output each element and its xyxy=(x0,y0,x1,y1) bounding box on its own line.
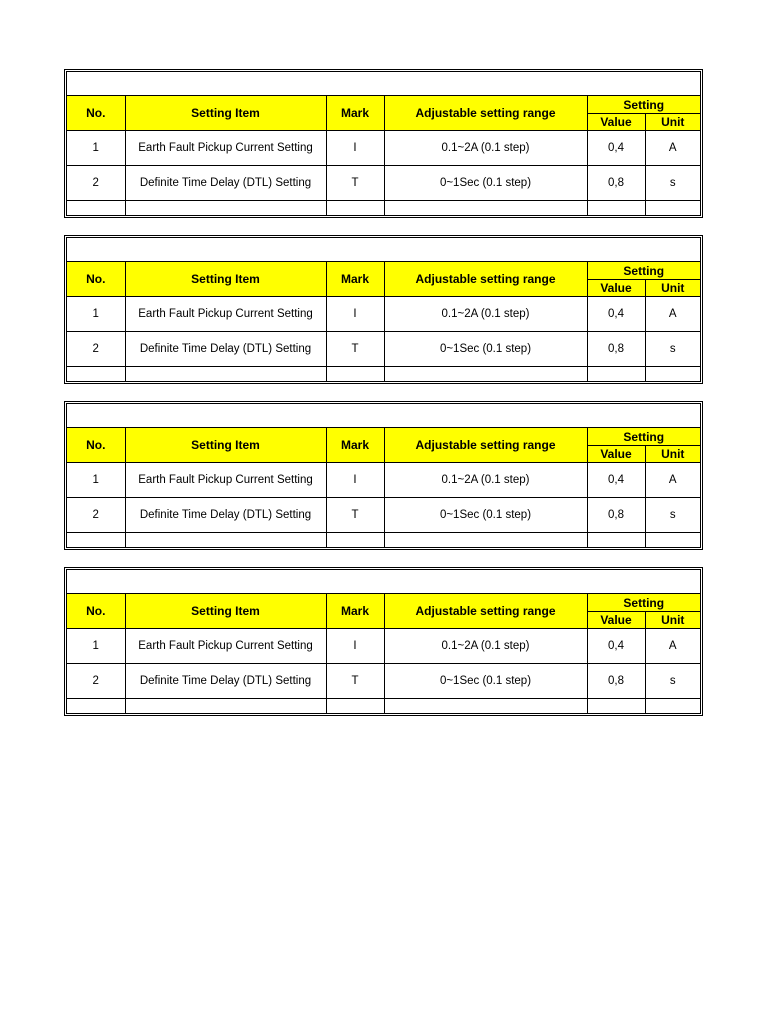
empty-cell xyxy=(125,201,326,216)
header-unit: Unit xyxy=(645,114,700,131)
empty-cell xyxy=(125,699,326,714)
cell-value: 0,4 xyxy=(587,463,645,498)
table-title xyxy=(67,72,700,96)
empty-cell xyxy=(125,533,326,548)
cell-no: 1 xyxy=(67,131,125,166)
table-title-row xyxy=(67,404,700,428)
cell-mark: T xyxy=(326,332,384,367)
cell-unit: A xyxy=(645,463,700,498)
cell-mark: I xyxy=(326,629,384,664)
table-title xyxy=(67,404,700,428)
empty-cell xyxy=(645,201,700,216)
header-row xyxy=(67,96,700,114)
cell-mark: T xyxy=(326,166,384,201)
table-title-row xyxy=(67,570,700,594)
header-row xyxy=(67,262,700,280)
setting-table-1 xyxy=(64,69,703,218)
empty-cell xyxy=(125,367,326,382)
setting-table-2 xyxy=(64,235,703,384)
cell-mark: I xyxy=(326,131,384,166)
table-title xyxy=(67,238,700,262)
cell-value: 0,8 xyxy=(587,332,645,367)
empty-cell xyxy=(384,533,587,548)
empty-cell xyxy=(645,533,700,548)
header-range: Adjustable setting range xyxy=(384,262,587,297)
header-value: Value xyxy=(587,280,645,297)
settings-tables xyxy=(64,69,703,733)
table-title xyxy=(67,570,700,594)
header-value: Value xyxy=(587,612,645,629)
header-unit: Unit xyxy=(645,280,700,297)
header-range: Adjustable setting range xyxy=(384,594,587,629)
cell-no: 1 xyxy=(67,297,125,332)
header-setting: Setting xyxy=(587,262,700,280)
cell-unit: s xyxy=(645,332,700,367)
header-mark: Mark xyxy=(326,428,384,463)
header-mark: Mark xyxy=(326,594,384,629)
cell-no: 2 xyxy=(67,664,125,699)
header-setting-item: Setting Item xyxy=(125,262,326,297)
cell-range: 0.1~2A (0.1 step) xyxy=(384,297,587,332)
table-row xyxy=(67,498,700,533)
empty-cell xyxy=(326,533,384,548)
cell-no: 2 xyxy=(67,332,125,367)
header-setting: Setting xyxy=(587,428,700,446)
empty-cell xyxy=(587,699,645,714)
header-no: No. xyxy=(67,594,125,629)
header-unit: Unit xyxy=(645,612,700,629)
cell-item: Earth Fault Pickup Current Setting xyxy=(125,131,326,166)
empty-cell xyxy=(645,367,700,382)
table-title-row xyxy=(67,238,700,262)
cell-range: 0~1Sec (0.1 step) xyxy=(384,498,587,533)
cell-unit: A xyxy=(645,131,700,166)
empty-cell xyxy=(384,201,587,216)
empty-cell xyxy=(67,201,125,216)
empty-cell xyxy=(587,533,645,548)
empty-cell xyxy=(326,699,384,714)
header-range: Adjustable setting range xyxy=(384,96,587,131)
cell-mark: T xyxy=(326,498,384,533)
cell-unit: A xyxy=(645,629,700,664)
empty-cell xyxy=(67,367,125,382)
header-row xyxy=(67,594,700,612)
empty-cell xyxy=(587,201,645,216)
header-setting-item: Setting Item xyxy=(125,96,326,131)
table-row xyxy=(67,297,700,332)
cell-range: 0~1Sec (0.1 step) xyxy=(384,664,587,699)
empty-row xyxy=(67,699,700,714)
cell-no: 1 xyxy=(67,629,125,664)
header-no: No. xyxy=(67,96,125,131)
cell-item: Definite Time Delay (DTL) Setting xyxy=(125,332,326,367)
empty-cell xyxy=(587,367,645,382)
setting-table-4 xyxy=(64,567,703,716)
setting-table-3 xyxy=(64,401,703,550)
empty-cell xyxy=(67,699,125,714)
cell-no: 2 xyxy=(67,166,125,201)
empty-row xyxy=(67,201,700,216)
header-mark: Mark xyxy=(326,262,384,297)
empty-cell xyxy=(326,367,384,382)
cell-no: 1 xyxy=(67,463,125,498)
cell-item: Definite Time Delay (DTL) Setting xyxy=(125,664,326,699)
table-row xyxy=(67,166,700,201)
cell-mark: I xyxy=(326,463,384,498)
empty-cell xyxy=(67,533,125,548)
cell-item: Earth Fault Pickup Current Setting xyxy=(125,629,326,664)
empty-row xyxy=(67,367,700,382)
cell-unit: A xyxy=(645,297,700,332)
cell-item: Definite Time Delay (DTL) Setting xyxy=(125,166,326,201)
empty-row xyxy=(67,533,700,548)
cell-value: 0,8 xyxy=(587,166,645,201)
cell-unit: s xyxy=(645,166,700,201)
cell-value: 0,8 xyxy=(587,498,645,533)
cell-mark: I xyxy=(326,297,384,332)
empty-cell xyxy=(326,201,384,216)
cell-mark: T xyxy=(326,664,384,699)
cell-item: Earth Fault Pickup Current Setting xyxy=(125,463,326,498)
header-row xyxy=(67,428,700,446)
header-setting: Setting xyxy=(587,96,700,114)
cell-range: 0.1~2A (0.1 step) xyxy=(384,629,587,664)
cell-range: 0.1~2A (0.1 step) xyxy=(384,463,587,498)
header-value: Value xyxy=(587,114,645,131)
header-mark: Mark xyxy=(326,96,384,131)
header-setting: Setting xyxy=(587,594,700,612)
header-setting-item: Setting Item xyxy=(125,594,326,629)
cell-item: Earth Fault Pickup Current Setting xyxy=(125,297,326,332)
header-range: Adjustable setting range xyxy=(384,428,587,463)
cell-value: 0,4 xyxy=(587,297,645,332)
cell-value: 0,8 xyxy=(587,664,645,699)
table-row xyxy=(67,332,700,367)
table-title-row xyxy=(67,72,700,96)
cell-item: Definite Time Delay (DTL) Setting xyxy=(125,498,326,533)
cell-value: 0,4 xyxy=(587,629,645,664)
table-row xyxy=(67,664,700,699)
empty-cell xyxy=(645,699,700,714)
table-row xyxy=(67,629,700,664)
cell-no: 2 xyxy=(67,498,125,533)
cell-unit: s xyxy=(645,498,700,533)
empty-cell xyxy=(384,699,587,714)
table-row xyxy=(67,463,700,498)
cell-range: 0~1Sec (0.1 step) xyxy=(384,166,587,201)
cell-range: 0~1Sec (0.1 step) xyxy=(384,332,587,367)
cell-range: 0.1~2A (0.1 step) xyxy=(384,131,587,166)
cell-value: 0,4 xyxy=(587,131,645,166)
header-setting-item: Setting Item xyxy=(125,428,326,463)
cell-unit: s xyxy=(645,664,700,699)
table-row xyxy=(67,131,700,166)
header-unit: Unit xyxy=(645,446,700,463)
empty-cell xyxy=(384,367,587,382)
header-no: No. xyxy=(67,428,125,463)
header-value: Value xyxy=(587,446,645,463)
header-no: No. xyxy=(67,262,125,297)
